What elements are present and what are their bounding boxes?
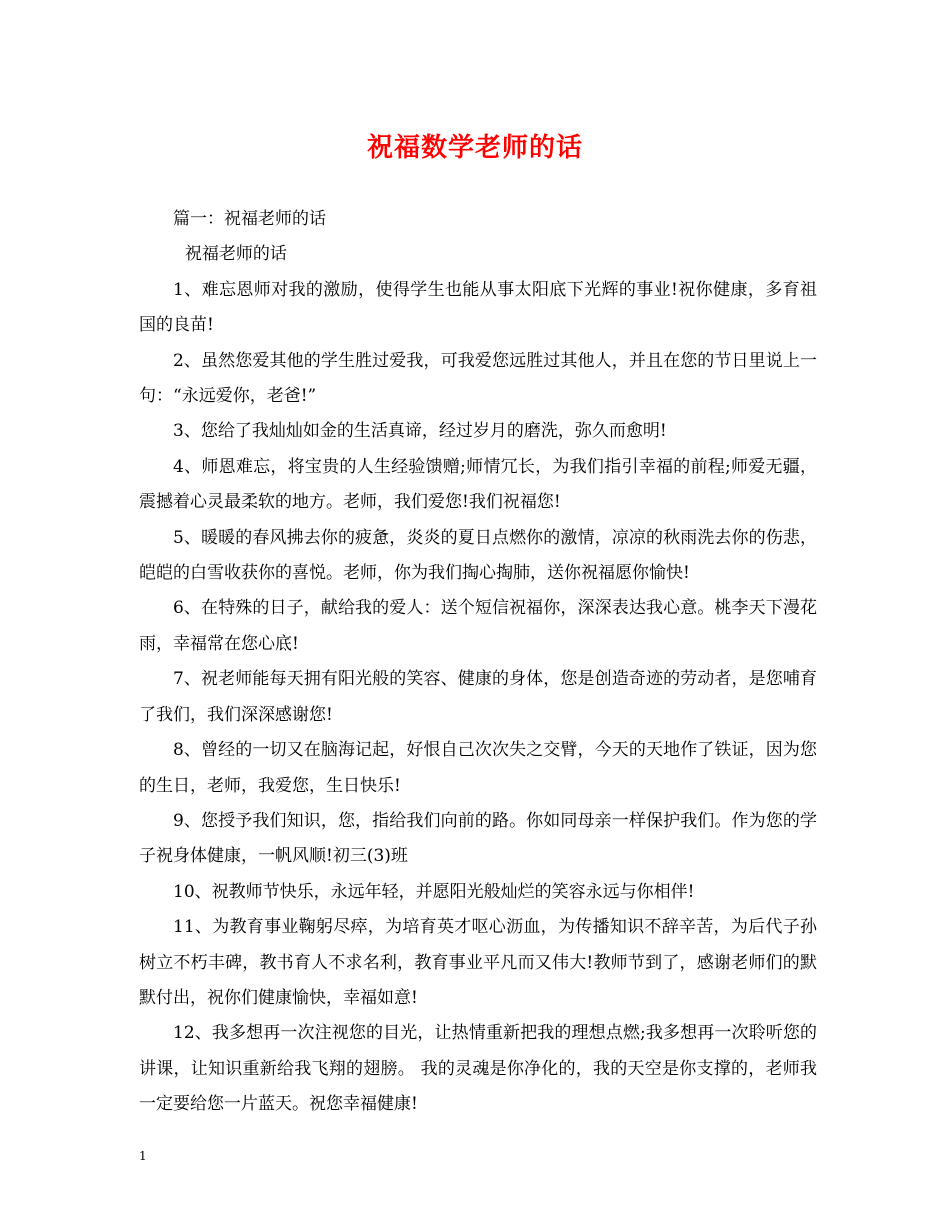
paragraph-2: 2、虽然您爱其他的学生胜过爱我，可我爱您远胜过其他人，并且在您的节日里说上一句：“永远爱你，老爸!” bbox=[139, 350, 817, 407]
paragraph-7: 7、祝老师能每天拥有阳光般的笑容、健康的身体，您是创造奇迹的劳动者，是您哺育了我们，我们深深感谢您! bbox=[139, 669, 817, 725]
paragraph-8: 8、曾经的一切又在脑海记起，好恨自己次次失之交臂，今天的天地作了铁证，因为您的生日，老师，我爱您，生日快乐! bbox=[139, 740, 817, 796]
paragraph-12: 12、我多想再一次注视您的目光，让热情重新把我的理想点燃;我多想再一次聆听您的讲课，让知识重新给我飞翔的翅膀。 我的灵魂是你净化的，我的天空是你支撑的，老师我一定要给您一片蓝天。祝您幸福健康! bbox=[139, 1023, 817, 1115]
paragraph-11: 11、为教育事业鞠躬尽瘁，为培育英才呕心沥血，为传播知识不辞辛苦，为后代子孙树立不朽丰碑，教书育人不求名利，教育事业平凡而又伟大!教师节到了，感谢老师们的默默付出，祝你们健康愉快，幸福如意! bbox=[139, 917, 817, 1008]
document-body bbox=[139, 202, 817, 1123]
sub-heading: 祝福老师的话 bbox=[184, 244, 287, 265]
document-title: 祝福数学老师的话 bbox=[366, 133, 583, 163]
paragraph-5: 5、暖暖的春风拂去你的疲惫，炎炎的夏日点燃你的激情，凉凉的秋雨洗去你的伤悲，皑皑的白雪收获你的喜悦。老师，你为我们掏心掏肺，送你祝福愿你愉快! bbox=[139, 527, 817, 584]
paragraph-10: 10、祝教师节快乐，永远年轻，并愿阳光般灿烂的笑容永远与你相伴! bbox=[173, 881, 695, 902]
paragraph-6: 6、在特殊的日子，献给我的爱人：送个短信祝福你，深深表达我心意。桃李天下漫花雨，幸福常在您心底! bbox=[139, 598, 817, 654]
paragraph-4: 4、师恩难忘，将宝贵的人生经验馈赠;师情冗长，为我们指引幸福的前程;师爱无疆，震撼着心灵最柔软的地方。老师，我们爱您!我们祝福您! bbox=[139, 456, 817, 513]
paragraph-3: 3、您给了我灿灿如金的生活真谛，经过岁月的磨洗，弥久而愈明! bbox=[173, 421, 667, 442]
section-heading: 篇一：祝福老师的话 bbox=[173, 209, 326, 229]
paragraph-9: 9、您授予我们知识，您，指给我们向前的路。你如同母亲一样保护我们。作为您的学子祝身体健康，一帆风顺!初三(3)班 bbox=[139, 810, 817, 867]
paragraph-1: 1、难忘恩师对我的激励，使得学生也能从事太阳底下光辉的事业!祝你健康，多育祖国的良苗! bbox=[139, 279, 817, 336]
page-number: 1 bbox=[139, 1149, 147, 1163]
